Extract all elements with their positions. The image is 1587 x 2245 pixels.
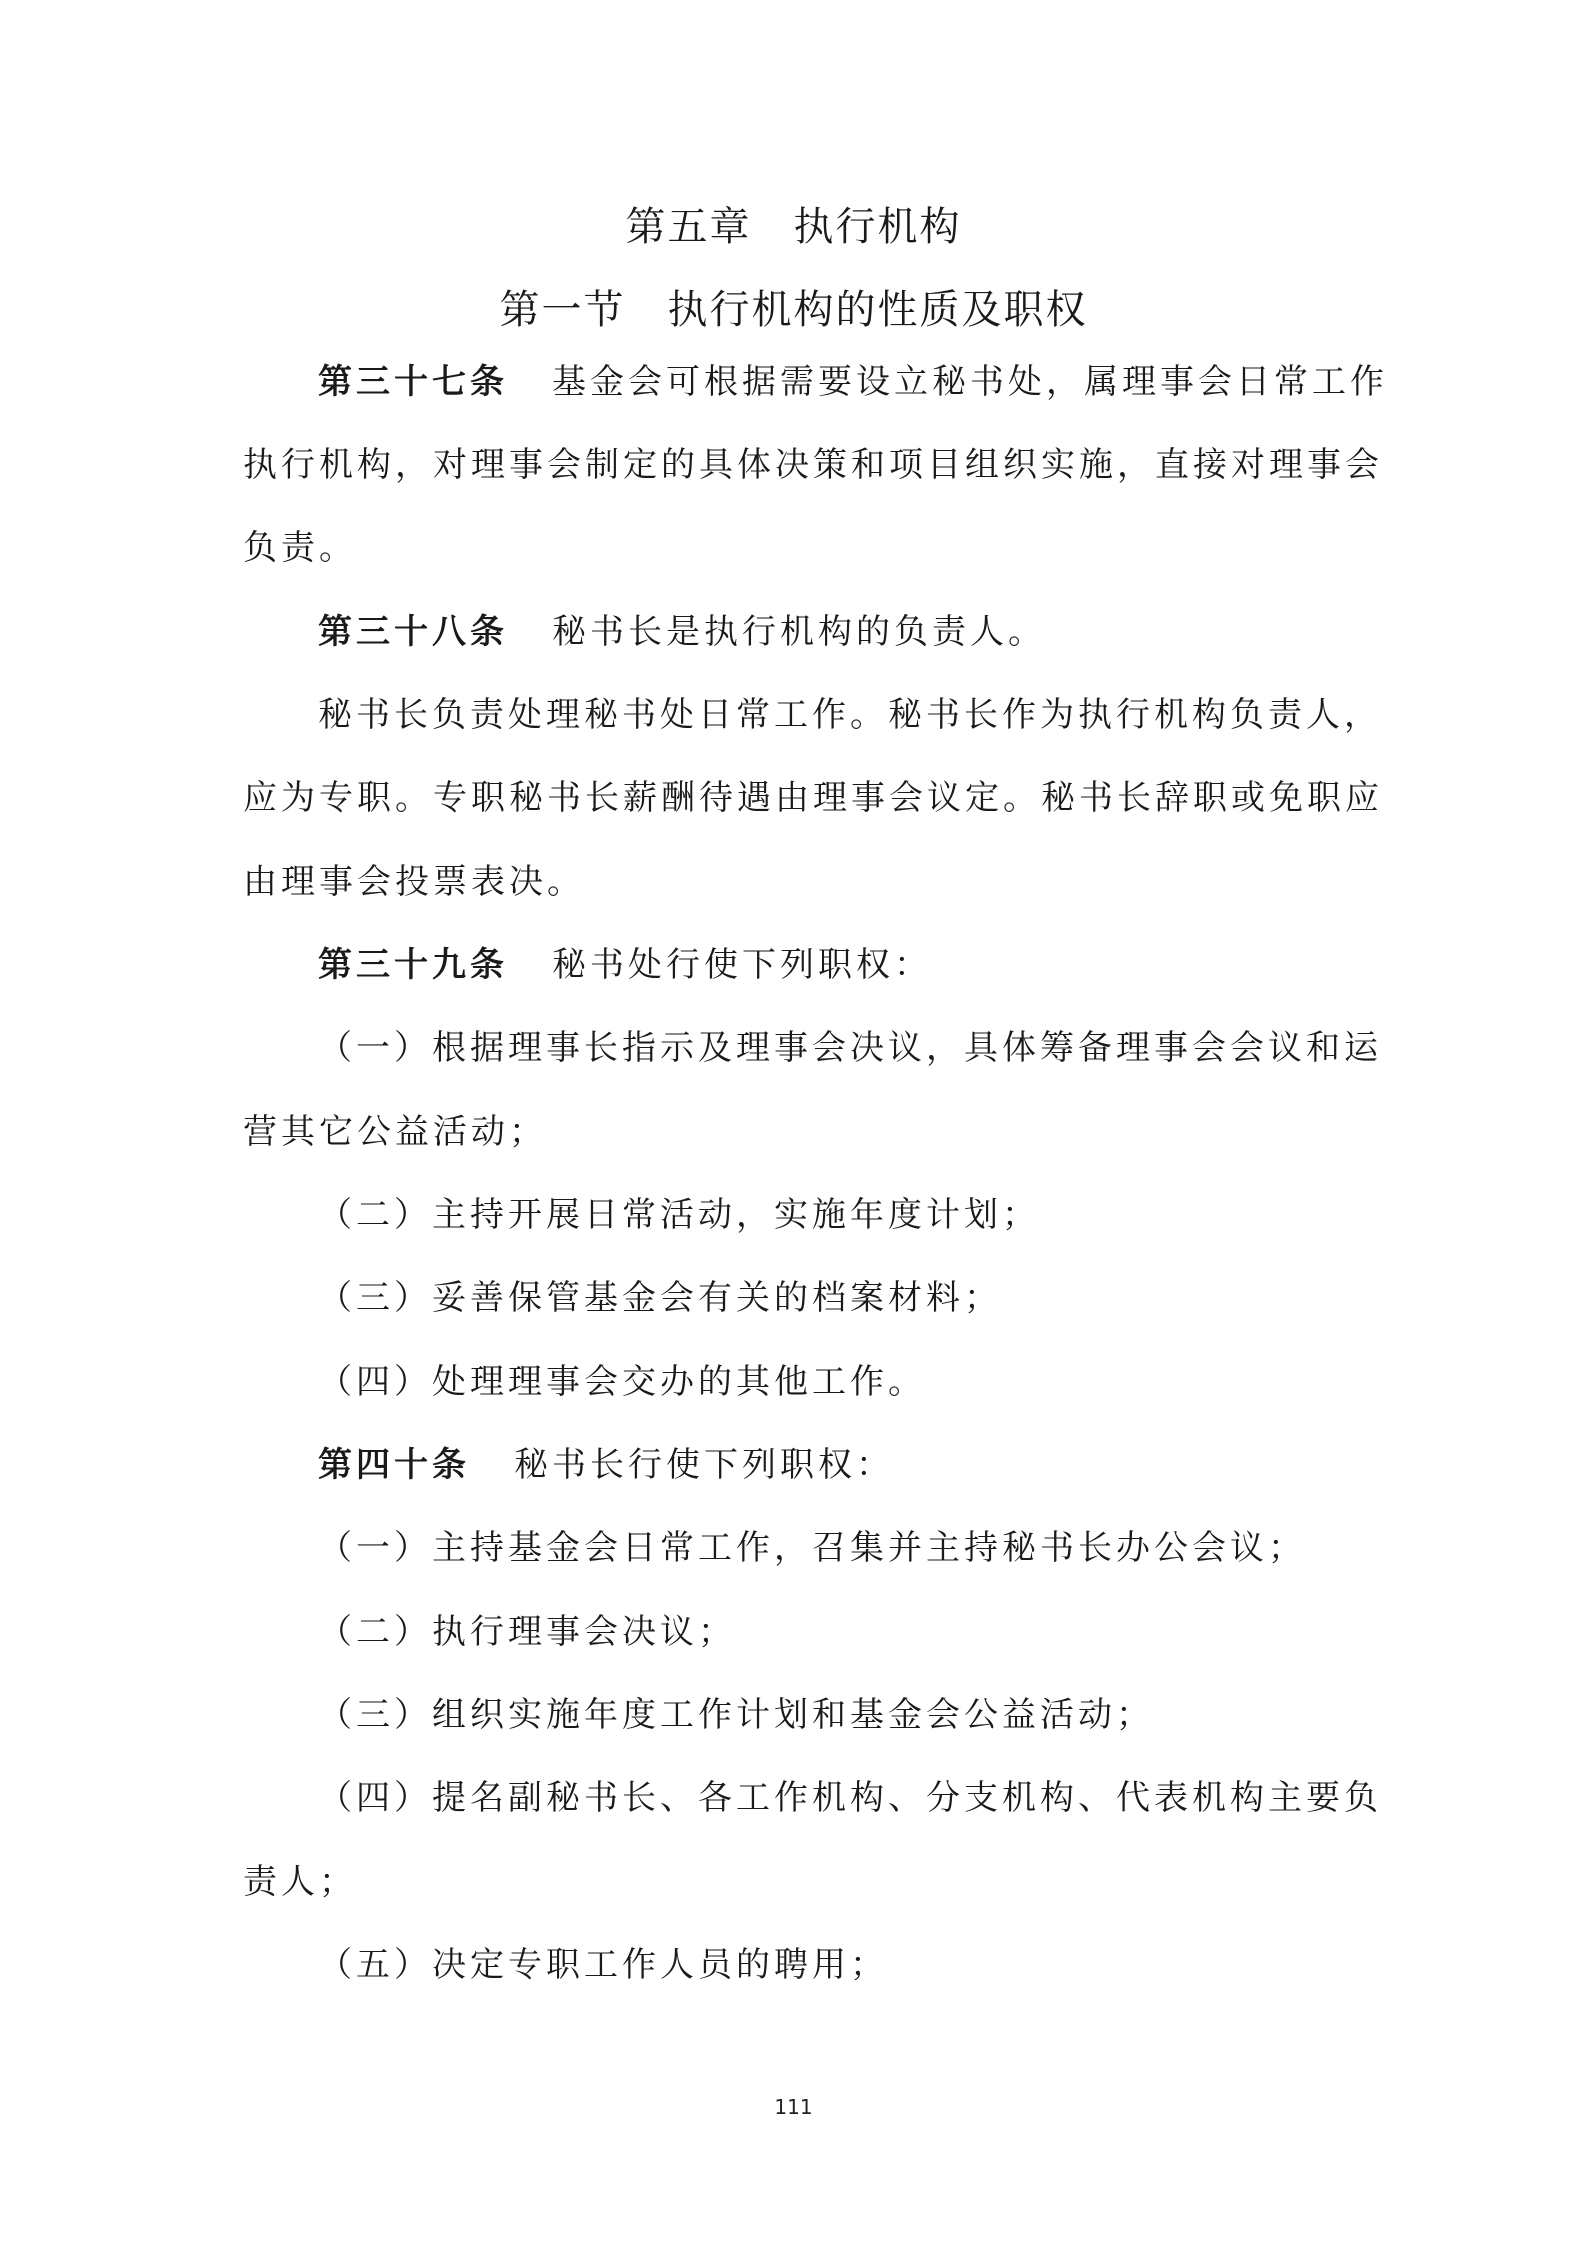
- article-40-item-3: （三）组织实施年度工作计划和基金会公益活动；: [318, 1695, 1154, 1735]
- article-37-label: 第三十七条: [318, 362, 508, 402]
- article-37-text-1: 基金会可根据需要设立秘书处，属理事会日常工作: [552, 362, 1388, 402]
- article-39-line-1: [318, 945, 932, 986]
- section-title: 第一节 执行机构的性质及职权: [499, 287, 1088, 333]
- article-39-item-2: （二）主持开展日常活动，实施年度计划；: [318, 1195, 1040, 1235]
- article-39-item-4: （四）处理理事会交办的其他工作。: [318, 1362, 926, 1402]
- article-39-item-3: （三）妥善保管基金会有关的档案材料；: [318, 1278, 1002, 1318]
- article-40-item-4-line-2: 责人；: [243, 1862, 357, 1902]
- article-38-para2-line-3: 由理事会投票表决。: [243, 862, 585, 902]
- article-37-line-1: [318, 362, 1388, 403]
- article-40-item-2: （二）执行理事会决议；: [318, 1612, 736, 1652]
- article-40-item-5: （五）决定专职工作人员的聘用；: [318, 1945, 888, 1985]
- chapter-title: 第五章 执行机构: [625, 204, 962, 250]
- article-38-line-1: [318, 612, 1046, 653]
- article-40-item-4-line-1: （四）提名副秘书长、各工作机构、分支机构、代表机构主要负: [318, 1778, 1382, 1818]
- article-38-text-1: 秘书长是执行机构的负责人。: [552, 612, 1046, 652]
- article-37-line-3: 负责。: [243, 528, 357, 568]
- article-40-item-1: （一）主持基金会日常工作，召集并主持秘书长办公会议；: [318, 1528, 1306, 1568]
- article-39-text-1: 秘书处行使下列职权：: [552, 945, 932, 985]
- article-40-line-1: [318, 1445, 894, 1486]
- article-40-text-1: 秘书长行使下列职权：: [514, 1445, 894, 1485]
- article-39-label: 第三十九条: [318, 945, 508, 985]
- article-38-para2-line-2: 应为专职。专职秘书长薪酬待遇由理事会议定。秘书长辞职或免职应: [243, 778, 1383, 818]
- article-39-item-1-line-1: （一）根据理事长指示及理事会决议，具体筹备理事会会议和运: [318, 1028, 1382, 1068]
- article-39-item-1-line-2: 营其它公益活动；: [243, 1112, 547, 1152]
- article-38-label: 第三十八条: [318, 612, 508, 652]
- article-40-label: 第四十条: [318, 1445, 470, 1485]
- article-37-line-2: 执行机构，对理事会制定的具体决策和项目组织实施，直接对理事会: [243, 445, 1383, 485]
- page-number: 111: [774, 2095, 813, 2119]
- article-38-para2-line-1: 秘书长负责处理秘书处日常工作。秘书长作为执行机构负责人，: [318, 695, 1382, 735]
